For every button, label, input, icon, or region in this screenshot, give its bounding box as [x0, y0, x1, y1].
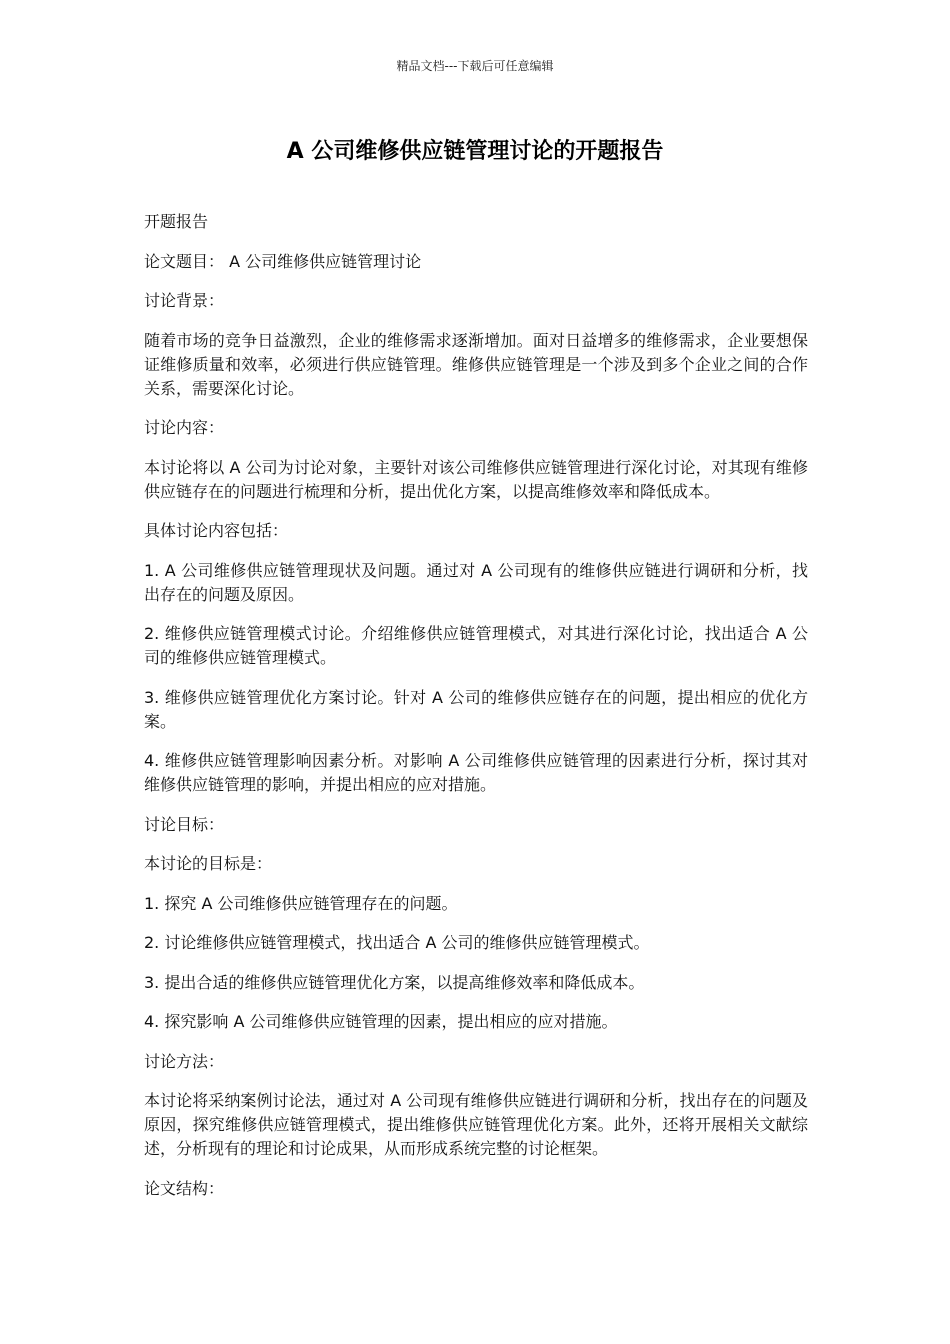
list-item-goal-4: 4. 探究影响 A 公司维修供应链管理的因素，提出相应的应对措施。 — [144, 1012, 618, 1031]
heading-content: 讨论内容： — [144, 418, 225, 437]
page-header-watermark: 精品文档---下载后可任意编辑 — [396, 59, 554, 73]
list-item-goal-3: 3. 提出合适的维修供应链管理优化方案，以提高维修效率和降低成本。 — [144, 972, 645, 992]
heading-background: 讨论背景： — [144, 291, 225, 310]
paragraph-content: 本讨论将以 A 公司为讨论对象，主要针对该公司维修供应链管理进行深化讨论，对其现有维修供应链存在的问题进行梳理和分析，提出优化方案，以提高维修效率和降低成本。 — [144, 457, 808, 501]
list-item-content-1: 1. A 公司维修供应链管理现状及问题。通过对 A 公司现有的维修供应链进行调研和分析，找出存在的问题及原因。 — [144, 560, 808, 604]
document-title: A 公司维修供应链管理讨论的开题报告 — [286, 139, 664, 164]
paragraph-report-label: 开题报告 — [144, 212, 209, 231]
list-item-content-2: 2. 维修供应链管理模式讨论。介绍维修供应链管理模式，对其进行深化讨论，找出适合 A 公司的维修供应链管理模式。 — [144, 624, 808, 667]
list-item-content-4: 4. 维修供应链管理影响因素分析。对影响 A 公司维修供应链管理的因素进行分析，探讨其对维修供应链管理的影响，并提出相应的应对措施。 — [144, 751, 808, 794]
list-item-goal-1: 1. 探究 A 公司维修供应链管理存在的问题。 — [144, 893, 458, 913]
heading-goals: 讨论目标： — [144, 814, 225, 834]
list-item-goal-2: 2. 讨论维修供应链管理模式，找出适合 A 公司的维修供应链管理模式。 — [144, 933, 650, 952]
paragraph-goals-intro: 本讨论的目标是： — [144, 854, 273, 873]
paragraph-background: 随着市场的竞争日益激烈，企业的维修需求逐渐增加。面对日益增多的维修需求，企业要想保证维修质量和效率，必须进行供应链管理。维修供应链管理是一个涉及到多个企业之间的合作关系，需要深化讨论。 — [144, 330, 808, 398]
document-body — [144, 210, 808, 1216]
heading-methods: 讨论方法： — [144, 1051, 225, 1071]
list-item-content-3: 3. 维修供应链管理优化方案讨论。针对 A 公司的维修供应链存在的问题，提出相应的优化方案。 — [144, 687, 808, 731]
heading-structure: 论文结构： — [144, 1178, 225, 1198]
paragraph-thesis-title: 论文题目： A 公司维修供应链管理讨论 — [144, 251, 422, 271]
paragraph-methods: 本讨论将采纳案例讨论法，通过对 A 公司现有维修供应链进行调研和分析，找出存在的问题及原因，探究维修供应链管理模式，提出维修供应链管理优化方案。此外，还将开展相关文献综述，分析现有的理论和讨论成果，从而形成系统完整的讨论框架。 — [144, 1091, 808, 1158]
heading-specific-content: 具体讨论内容包括： — [144, 521, 289, 540]
